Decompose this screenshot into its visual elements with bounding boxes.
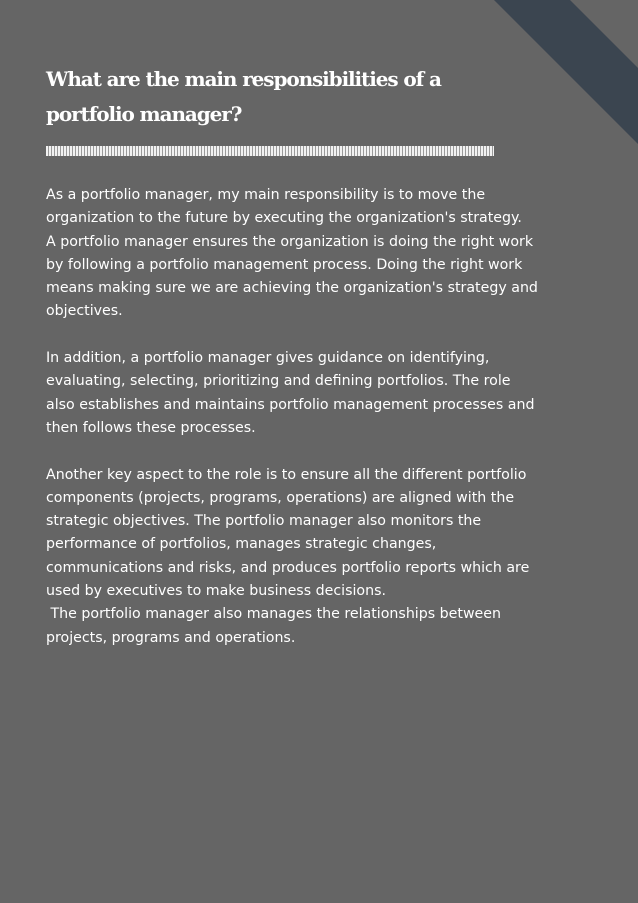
paragraph-3 xyxy=(46,464,616,650)
text-line: The portfolio manager also manages the relationships between xyxy=(46,606,502,623)
text-line: used by executives to make business decisions. xyxy=(46,583,386,600)
text-line: strategic objectives. The portfolio manager also monitors the xyxy=(46,513,482,530)
paragraph-1 xyxy=(46,184,616,324)
body-text xyxy=(46,184,616,673)
text-line: A portfolio manager ensures the organization is doing the right work xyxy=(46,233,534,250)
text-line: evaluating, selecting, prioritizing and defining portfolios. The role xyxy=(46,373,511,390)
text-line: In addition, a portfolio manager gives guidance on identifying, xyxy=(46,350,490,367)
paragraph-2 xyxy=(46,347,616,440)
text-line: Another key aspect to the role is to ensure all the different portfolio xyxy=(46,466,527,483)
text-line: components (projects, programs, operations) are aligned with the xyxy=(46,489,515,506)
text-line: objectives. xyxy=(46,303,123,320)
title-divider xyxy=(46,146,494,156)
text-line: performance of portfolios, manages strategic changes, xyxy=(46,536,437,553)
text-line: communications and risks, and produces portfolio reports which are xyxy=(46,559,530,576)
text-line: organization to the future by executing the organization's strategy. xyxy=(46,210,522,227)
title-line-2: portfolio manager? xyxy=(46,102,242,126)
page-title xyxy=(46,62,526,132)
text-line: means making sure we are achieving the organization's strategy and xyxy=(46,280,538,297)
text-line: then follows these processes. xyxy=(46,419,256,436)
title-line-1: What are the main responsibilities of a xyxy=(46,67,441,91)
text-line: As a portfolio manager, my main responsibility is to move the xyxy=(46,187,486,203)
text-line: projects, programs and operations. xyxy=(46,629,296,646)
text-line: by following a portfolio management process. Doing the right work xyxy=(46,256,523,273)
text-line: also establishes and maintains portfolio management processes and xyxy=(46,396,535,413)
